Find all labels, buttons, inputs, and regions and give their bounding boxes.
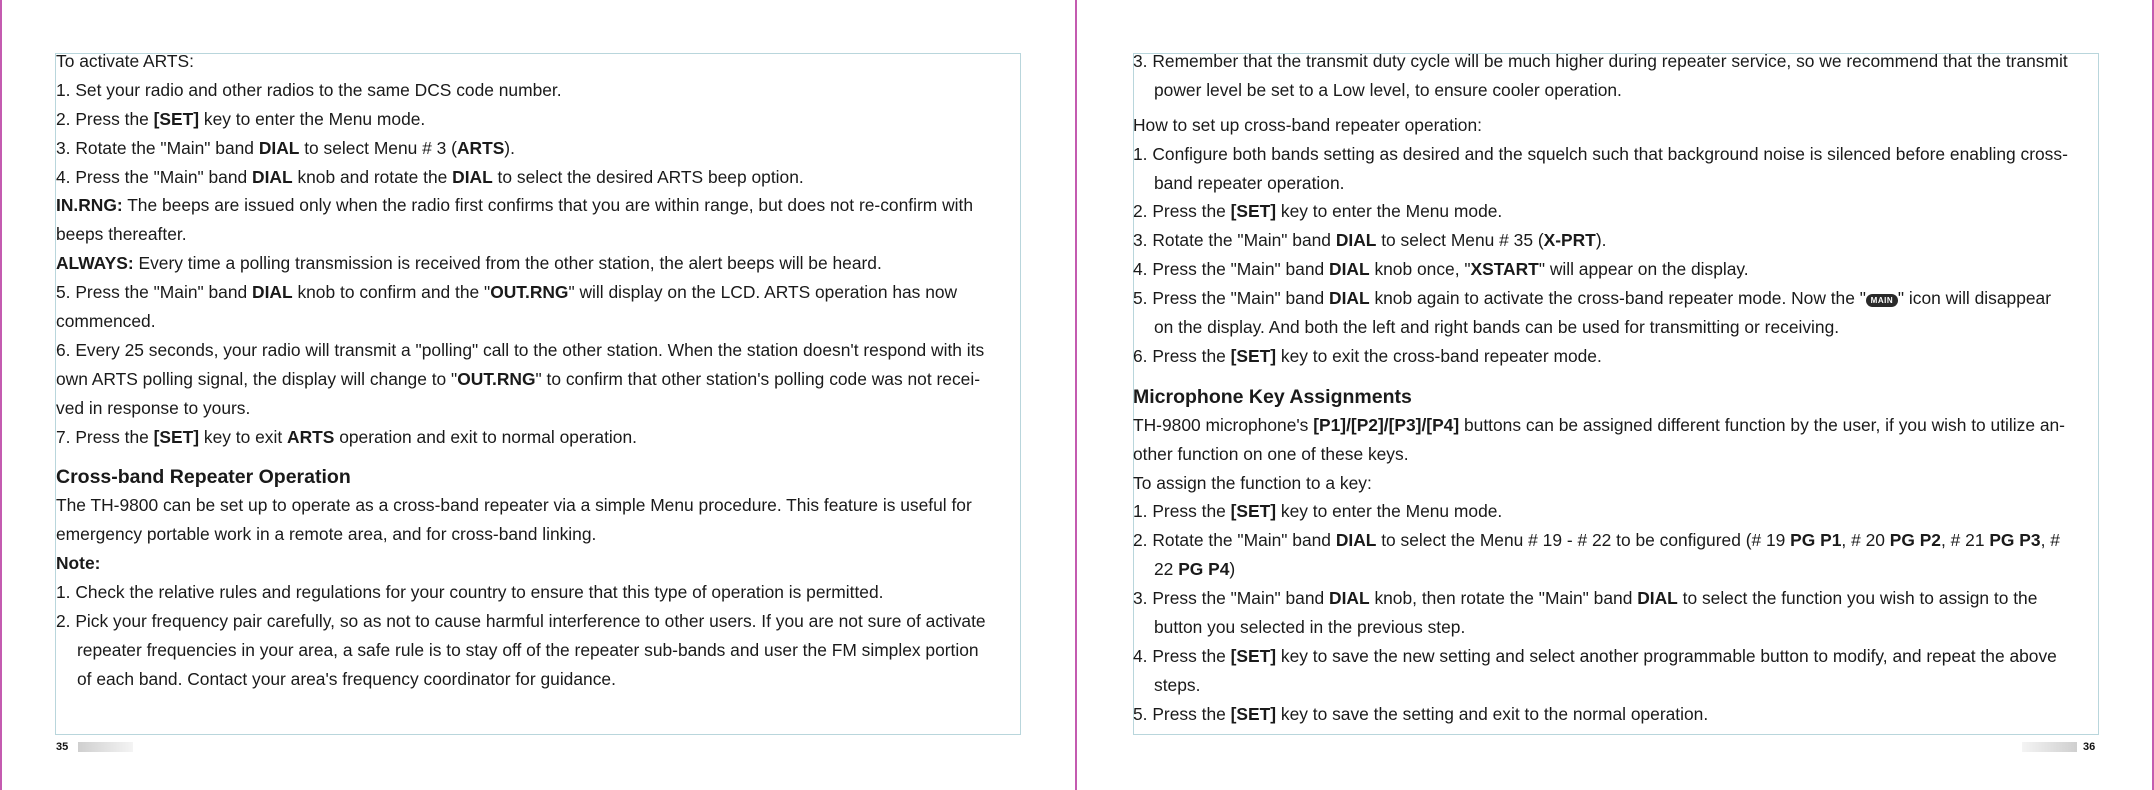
bold-term: [SET] bbox=[153, 426, 200, 447]
bold-term: PG P1 bbox=[1790, 530, 1842, 551]
text-line bbox=[1133, 255, 2099, 284]
text-run: " to confirm that other station's polling code was not recei- bbox=[535, 368, 980, 389]
bold-term: DIAL bbox=[452, 166, 493, 187]
text-line bbox=[1133, 526, 2099, 555]
text-line bbox=[1133, 76, 2099, 105]
mic-key-text bbox=[1133, 411, 2099, 729]
arts-steps bbox=[56, 47, 1022, 451]
text-line bbox=[1133, 440, 2099, 469]
text-run: 3. Remember that the transmit duty cycle will be much higher during repeater service, so we recommend that the transmit bbox=[1133, 51, 2068, 71]
text-run: 3. Rotate the "Main" band bbox=[1133, 230, 1336, 251]
text-run: 1. Set your radio and other radios to the same DCS code number. bbox=[56, 79, 562, 100]
text-line bbox=[56, 665, 1022, 694]
text-run: 5. Press the bbox=[1133, 703, 1231, 724]
text-line bbox=[1133, 342, 2099, 371]
text-run: " icon will disappear bbox=[1897, 288, 2052, 309]
bold-term: DIAL bbox=[252, 166, 293, 187]
text-line bbox=[56, 249, 1022, 278]
text-run: key to exit the cross-band repeater mode. bbox=[1276, 345, 1602, 366]
text-run: 3. Press the "Main" band bbox=[1133, 588, 1330, 609]
text-run: buttons can be assigned different function by the user, if you wish to utilize an- bbox=[1459, 414, 2065, 435]
text-run: of each band. Contact your area's frequency coordinator for guidance. bbox=[77, 668, 616, 689]
text-line bbox=[1133, 613, 2099, 642]
left-page bbox=[56, 47, 1022, 694]
text-run: 4. Press the "Main" band bbox=[56, 166, 253, 187]
text-line bbox=[1133, 671, 2099, 700]
bold-term: DIAL bbox=[1329, 288, 1370, 309]
text-run: ). bbox=[504, 137, 515, 158]
bold-term: [SET] bbox=[1230, 501, 1277, 522]
text-line bbox=[56, 394, 1022, 423]
text-run: beeps thereafter. bbox=[56, 224, 187, 245]
text-run: 3. Rotate the "Main" band bbox=[56, 137, 259, 158]
text-run: key to enter the Menu mode. bbox=[1276, 201, 1503, 222]
text-line bbox=[56, 365, 1022, 394]
text-run: 7. Press the bbox=[56, 426, 154, 447]
text-line bbox=[1133, 197, 2099, 226]
text-run: , # 20 bbox=[1841, 530, 1890, 551]
text-run: band repeater operation. bbox=[1154, 172, 1345, 193]
text-run: emergency portable work in a remote area, and for cross-band linking. bbox=[56, 524, 597, 545]
text-line bbox=[56, 520, 1022, 549]
text-run: The beeps are issued only when the radio first confirms that you are within range, but does not re-confirm with bbox=[122, 195, 973, 216]
text-line bbox=[1133, 313, 2099, 342]
text-run: 2. Press the bbox=[1133, 201, 1231, 222]
bold-term: DIAL bbox=[1329, 259, 1370, 280]
text-run: 1. Press the bbox=[1133, 501, 1231, 522]
bold-term: DIAL bbox=[1329, 588, 1370, 609]
cross-band-setup-steps bbox=[1133, 111, 2099, 371]
bold-term: [P1]/[P2]/[P3]/[P4] bbox=[1313, 414, 1460, 435]
text-line bbox=[1133, 140, 2099, 169]
cross-band-text bbox=[56, 491, 1022, 693]
text-run: to select the Menu # 19 - # 22 to be configured (# 19 bbox=[1376, 530, 1791, 551]
bold-term: OUT.RNG bbox=[457, 368, 536, 389]
bold-term: OUT.RNG bbox=[490, 282, 569, 303]
text-run: knob, then rotate the "Main" band bbox=[1369, 588, 1638, 609]
text-line bbox=[1133, 555, 2099, 584]
text-line bbox=[1133, 469, 2099, 498]
text-run: operation and exit to normal operation. bbox=[334, 426, 637, 447]
bold-term: [SET] bbox=[1230, 645, 1277, 666]
text-line bbox=[1133, 284, 2099, 313]
text-line bbox=[56, 220, 1022, 249]
text-run: The TH-9800 can be set up to operate as a cross-band repeater via a simple Menu procedure. This feature is useful for bbox=[56, 495, 972, 516]
text-run: 6. Every 25 seconds, your radio will transmit a "polling" call to the other station. When the station doesn't respond with its bbox=[56, 339, 985, 360]
text-run: 22 bbox=[1154, 559, 1179, 580]
text-run: ). bbox=[1595, 230, 1607, 251]
text-run: 4. Press the bbox=[1133, 645, 1231, 666]
text-line bbox=[1133, 411, 2099, 440]
text-run: key to enter the Menu mode. bbox=[199, 108, 426, 129]
bold-term: [SET] bbox=[1230, 201, 1277, 222]
text-line bbox=[56, 105, 1022, 134]
text-run: " will display on the LCD. ARTS operation has now bbox=[568, 282, 958, 303]
bold-term: ARTS bbox=[287, 426, 335, 447]
text-line bbox=[56, 278, 1022, 307]
text-line bbox=[1133, 642, 2099, 671]
text-run: power level be set to a Low level, to ensure cooler operation. bbox=[1154, 79, 1622, 100]
text-run: To assign the function to a key: bbox=[1133, 472, 1372, 493]
bold-term: [SET] bbox=[1230, 703, 1277, 724]
duty-cycle-note bbox=[1133, 47, 2099, 105]
text-run: commenced. bbox=[56, 311, 156, 332]
text-run: button you selected in the previous step. bbox=[1154, 617, 1466, 638]
text-run: 5. Press the "Main" band bbox=[1133, 288, 1330, 309]
text-run: 2. Rotate the "Main" band bbox=[1133, 530, 1336, 551]
text-line bbox=[56, 336, 1022, 365]
text-run: , # bbox=[2040, 530, 2060, 551]
text-line bbox=[1133, 700, 2099, 729]
text-run: key to save the new setting and select another programmable button to modify, and repeat the above bbox=[1276, 645, 2057, 666]
bold-term: IN.RNG: bbox=[56, 195, 123, 216]
text-run: on the display. And both the left and right bands can be used for transmitting or receiving. bbox=[1154, 317, 1840, 338]
bold-term: Note: bbox=[56, 553, 101, 574]
text-line bbox=[56, 423, 1022, 452]
text-line bbox=[56, 636, 1022, 665]
bold-term: DIAL bbox=[1335, 530, 1377, 551]
bold-term: [SET] bbox=[153, 108, 200, 129]
text-run: key to save the setting and exit to the normal operation. bbox=[1276, 703, 1709, 724]
text-run: How to set up cross-band repeater operation: bbox=[1133, 114, 1482, 135]
text-run: ) bbox=[1229, 559, 1236, 580]
text-line bbox=[56, 607, 1022, 636]
text-run: " will appear on the display. bbox=[1538, 259, 1749, 280]
page-number-right: 36 bbox=[2083, 741, 2096, 753]
main-indicator-icon: MAIN bbox=[1866, 294, 1898, 307]
page-number-bar-right bbox=[2022, 742, 2077, 752]
bold-term: PG P2 bbox=[1889, 530, 1941, 551]
book-spine bbox=[1075, 0, 1077, 790]
text-run: own ARTS polling signal, the display will change to " bbox=[56, 368, 458, 389]
section-heading-mic-keys: Microphone Key Assignments bbox=[1133, 385, 1412, 408]
text-run: to select Menu # 3 ( bbox=[299, 137, 457, 158]
text-run: ved in response to yours. bbox=[56, 397, 251, 418]
text-line bbox=[1133, 497, 2099, 526]
bold-term: PG P4 bbox=[1178, 559, 1230, 580]
bold-term: [SET] bbox=[1230, 345, 1277, 366]
text-line bbox=[1133, 584, 2099, 613]
text-run: knob once, " bbox=[1369, 259, 1471, 280]
text-line bbox=[1133, 169, 2099, 198]
text-run: 4. Press the "Main" band bbox=[1133, 259, 1330, 280]
text-line bbox=[56, 491, 1022, 520]
bold-term: X-PRT bbox=[1543, 230, 1596, 251]
text-run: 2. Press the bbox=[56, 108, 154, 129]
section-heading-cross-band: Cross-band Repeater Operation bbox=[56, 466, 351, 489]
text-run: 1. Configure both bands setting as desired and the squelch such that background noise is silenced before enabling cross- bbox=[1133, 143, 2068, 164]
text-run: key to enter the Menu mode. bbox=[1276, 501, 1503, 522]
bold-term: XSTART bbox=[1470, 259, 1539, 280]
text-run: knob and rotate the bbox=[292, 166, 453, 187]
bold-term: ARTS bbox=[456, 137, 505, 158]
text-run: 6. Press the bbox=[1133, 345, 1231, 366]
bold-term: PG P3 bbox=[1989, 530, 2041, 551]
text-run: to select the desired ARTS beep option. bbox=[492, 166, 804, 187]
text-line bbox=[56, 163, 1022, 192]
text-run: repeater frequencies in your area, a safe rule is to stay off of the repeater sub-bands and user the FM simplex portion bbox=[77, 639, 979, 660]
text-run: 2. Pick your frequency pair carefully, so as not to cause harmful interference to other users. If you are not sure of activate bbox=[56, 611, 986, 632]
text-line bbox=[56, 76, 1022, 105]
text-run: To activate ARTS: bbox=[56, 51, 194, 71]
text-line bbox=[1133, 47, 2099, 76]
page-number-bar-left bbox=[78, 742, 133, 752]
text-line bbox=[56, 191, 1022, 220]
bold-term: DIAL bbox=[258, 137, 300, 158]
text-run: steps. bbox=[1154, 674, 1201, 695]
text-run: 5. Press the "Main" band bbox=[56, 282, 253, 303]
text-run: 1. Check the relative rules and regulations for your country to ensure that this type of operation is permitted. bbox=[56, 582, 884, 603]
text-run: TH-9800 microphone's bbox=[1133, 414, 1314, 435]
text-line bbox=[1133, 111, 2099, 140]
bold-term: ALWAYS: bbox=[56, 253, 134, 274]
text-line bbox=[56, 134, 1022, 163]
bold-term: DIAL bbox=[1335, 230, 1377, 251]
text-run: knob to confirm and the " bbox=[292, 282, 491, 303]
page-number-left: 35 bbox=[56, 741, 69, 753]
right-page bbox=[1133, 47, 2099, 729]
page-edge-left bbox=[0, 0, 2, 790]
text-run: to select the function you wish to assign to the bbox=[1677, 588, 2038, 609]
bold-term: DIAL bbox=[252, 282, 293, 303]
bold-term: DIAL bbox=[1637, 588, 1678, 609]
text-run: , # 21 bbox=[1940, 530, 1990, 551]
text-line bbox=[1133, 226, 2099, 255]
text-run: key to exit bbox=[199, 426, 288, 447]
text-run: other function on one of these keys. bbox=[1133, 443, 1409, 464]
text-run: Every time a polling transmission is received from the other station, the alert beeps will be heard. bbox=[133, 253, 882, 274]
text-line bbox=[56, 47, 1022, 76]
text-run: knob again to activate the cross-band repeater mode. Now the " bbox=[1369, 288, 1866, 309]
text-run: to select Menu # 35 ( bbox=[1376, 230, 1544, 251]
text-line bbox=[56, 549, 1022, 578]
text-line bbox=[56, 578, 1022, 607]
text-line bbox=[56, 307, 1022, 336]
